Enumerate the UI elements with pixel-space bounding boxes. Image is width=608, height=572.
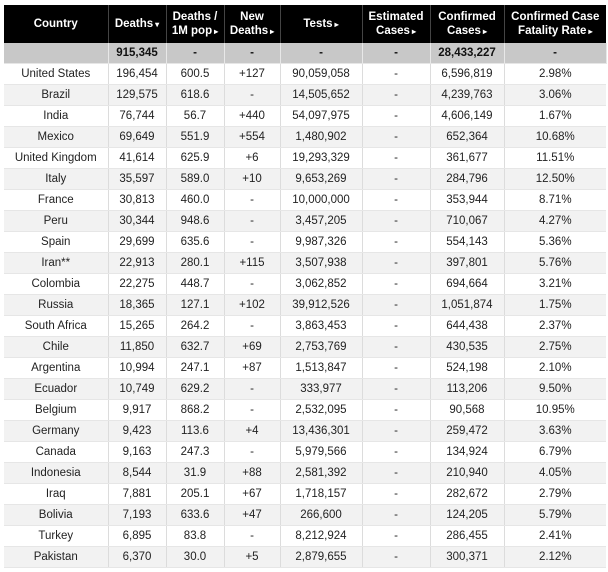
cell-tests: 10,000,000 (280, 190, 362, 211)
cell-deaths-per-1m: 633.6 (166, 505, 224, 526)
column-header-deaths-per-1m[interactable] (166, 5, 224, 43)
cell-tests: 1,718,157 (280, 484, 362, 505)
cell-estimated-cases: - (362, 337, 430, 358)
cell-confirmed-cases: 134,924 (430, 442, 504, 463)
cell-confirmed-cases: 124,205 (430, 505, 504, 526)
table-row (4, 211, 606, 232)
cell-estimated-cases: - (362, 274, 430, 295)
cell-deaths: 196,454 (108, 64, 166, 85)
cell-cfr: 9.50% (504, 379, 606, 400)
cell-country: Canada (4, 442, 108, 463)
cell-confirmed-cases: 282,672 (430, 484, 504, 505)
cell-confirmed-cases: 430,535 (430, 337, 504, 358)
column-header-tests[interactable] (280, 5, 362, 43)
cell-estimated-cases: - (362, 505, 430, 526)
cell-estimated-cases: - (362, 64, 430, 85)
cell-confirmed-cases: 644,438 (430, 316, 504, 337)
cell-cfr: 2.79% (504, 484, 606, 505)
total-cfr: - (504, 43, 606, 64)
cell-deaths-per-1m: 247.1 (166, 358, 224, 379)
cell-country: Germany (4, 421, 108, 442)
cell-new-deaths: - (224, 400, 280, 421)
cell-deaths-per-1m: 868.2 (166, 400, 224, 421)
cell-confirmed-cases: 210,940 (430, 463, 504, 484)
cell-deaths-per-1m: 280.1 (166, 253, 224, 274)
total-deaths: 915,345 (108, 43, 166, 64)
cell-cfr: 1.67% (504, 106, 606, 127)
cell-deaths-per-1m: 460.0 (166, 190, 224, 211)
cell-tests: 8,212,924 (280, 526, 362, 547)
cell-confirmed-cases: 113,206 (430, 379, 504, 400)
table-row (4, 169, 606, 190)
cell-confirmed-cases: 300,371 (430, 547, 504, 568)
cell-new-deaths: - (224, 274, 280, 295)
cell-country: Mexico (4, 127, 108, 148)
cell-cfr: 8.71% (504, 190, 606, 211)
cell-estimated-cases: - (362, 211, 430, 232)
cell-tests: 2,879,655 (280, 547, 362, 568)
cell-new-deaths: +115 (224, 253, 280, 274)
table-row (4, 421, 606, 442)
column-header-country (4, 5, 108, 43)
cell-cfr: 3.21% (504, 274, 606, 295)
cell-deaths-per-1m: 589.0 (166, 169, 224, 190)
column-header-label: Confirmed Case Fatality Rate (511, 10, 600, 37)
table-row (4, 127, 606, 148)
cell-new-deaths: +440 (224, 106, 280, 127)
column-header-estimated-cases[interactable] (362, 5, 430, 43)
cell-deaths: 7,881 (108, 484, 166, 505)
cell-cfr: 1.75% (504, 295, 606, 316)
cell-new-deaths: +4 (224, 421, 280, 442)
table-row (4, 484, 606, 505)
cell-deaths-per-1m: 948.6 (166, 211, 224, 232)
cell-new-deaths: - (224, 211, 280, 232)
cell-cfr: 5.36% (504, 232, 606, 253)
cell-estimated-cases: - (362, 85, 430, 106)
cell-country: India (4, 106, 108, 127)
cell-tests: 1,480,902 (280, 127, 362, 148)
cell-estimated-cases: - (362, 106, 430, 127)
cell-country: Argentina (4, 358, 108, 379)
cell-deaths-per-1m: 635.6 (166, 232, 224, 253)
total-tests: - (280, 43, 362, 64)
cell-deaths: 11,850 (108, 337, 166, 358)
cell-tests: 1,513,847 (280, 358, 362, 379)
cell-tests: 9,653,269 (280, 169, 362, 190)
cell-tests: 3,457,205 (280, 211, 362, 232)
sort-desc-icon[interactable]: ▾ (155, 19, 160, 29)
cell-cfr: 2.98% (504, 64, 606, 85)
table-row (4, 379, 606, 400)
cell-new-deaths: +87 (224, 358, 280, 379)
cell-estimated-cases: - (362, 148, 430, 169)
cell-deaths: 8,544 (108, 463, 166, 484)
cell-confirmed-cases: 710,067 (430, 211, 504, 232)
cell-deaths-per-1m: 625.9 (166, 148, 224, 169)
cell-deaths: 22,913 (108, 253, 166, 274)
cell-new-deaths: +88 (224, 463, 280, 484)
cell-tests: 90,059,058 (280, 64, 362, 85)
table-row (4, 85, 606, 106)
cell-tests: 39,912,526 (280, 295, 362, 316)
cell-new-deaths: +10 (224, 169, 280, 190)
cell-tests: 3,062,852 (280, 274, 362, 295)
cell-deaths-per-1m: 247.3 (166, 442, 224, 463)
sort-icon[interactable]: ▸ (334, 19, 339, 29)
column-header-new-deaths[interactable] (224, 5, 280, 43)
table-row (4, 442, 606, 463)
cell-country: Russia (4, 295, 108, 316)
cell-confirmed-cases: 284,796 (430, 169, 504, 190)
cell-estimated-cases: - (362, 127, 430, 148)
cell-cfr: 10.95% (504, 400, 606, 421)
column-header-confirmed-cases[interactable] (430, 5, 504, 43)
table-row (4, 106, 606, 127)
cell-new-deaths: +554 (224, 127, 280, 148)
cell-deaths: 18,365 (108, 295, 166, 316)
totals-row (4, 43, 606, 64)
cell-confirmed-cases: 259,472 (430, 421, 504, 442)
cell-deaths: 15,265 (108, 316, 166, 337)
cell-deaths-per-1m: 600.5 (166, 64, 224, 85)
cell-new-deaths: +69 (224, 337, 280, 358)
cell-new-deaths: +102 (224, 295, 280, 316)
table-row (4, 358, 606, 379)
cell-tests: 2,753,769 (280, 337, 362, 358)
cell-cfr: 3.63% (504, 421, 606, 442)
cell-deaths-per-1m: 127.1 (166, 295, 224, 316)
cell-cfr: 5.79% (504, 505, 606, 526)
cell-country: Peru (4, 211, 108, 232)
cell-deaths: 9,163 (108, 442, 166, 463)
cell-deaths: 35,597 (108, 169, 166, 190)
cell-country: Bolivia (4, 505, 108, 526)
cell-estimated-cases: - (362, 484, 430, 505)
cell-deaths-per-1m: 551.9 (166, 127, 224, 148)
table-row (4, 253, 606, 274)
cell-new-deaths: +127 (224, 64, 280, 85)
cell-deaths: 22,275 (108, 274, 166, 295)
total-confirmed-cases: 28,433,227 (430, 43, 504, 64)
cell-cfr: 4.27% (504, 211, 606, 232)
cell-tests: 333,977 (280, 379, 362, 400)
cell-deaths: 41,614 (108, 148, 166, 169)
cell-country: South Africa (4, 316, 108, 337)
cell-deaths: 29,699 (108, 232, 166, 253)
cell-new-deaths: +5 (224, 547, 280, 568)
column-header-label: Deaths / 1M pop (171, 10, 218, 37)
column-header-label: New Deaths (229, 10, 269, 37)
table-row (4, 148, 606, 169)
cell-country: Spain (4, 232, 108, 253)
cell-deaths-per-1m: 618.6 (166, 85, 224, 106)
cell-confirmed-cases: 6,596,819 (430, 64, 504, 85)
table-row (4, 316, 606, 337)
cell-country: United States (4, 64, 108, 85)
header-row (4, 5, 606, 43)
cell-estimated-cases: - (362, 400, 430, 421)
cell-confirmed-cases: 652,364 (430, 127, 504, 148)
cell-country: France (4, 190, 108, 211)
sort-icon[interactable]: ▸ (411, 26, 416, 36)
cell-tests: 3,863,453 (280, 316, 362, 337)
cell-deaths-per-1m: 205.1 (166, 484, 224, 505)
cell-deaths: 6,895 (108, 526, 166, 547)
total-country (4, 43, 108, 64)
cell-deaths-per-1m: 31.9 (166, 463, 224, 484)
total-deaths-per-1m: - (166, 43, 224, 64)
cell-cfr: 2.37% (504, 316, 606, 337)
cell-country: Indonesia (4, 463, 108, 484)
cell-country: Belgium (4, 400, 108, 421)
cell-deaths-per-1m: 448.7 (166, 274, 224, 295)
column-header-cfr[interactable] (504, 5, 606, 43)
cell-estimated-cases: - (362, 421, 430, 442)
table-row (4, 64, 606, 85)
table-row (4, 463, 606, 484)
cell-deaths-per-1m: 629.2 (166, 379, 224, 400)
cell-estimated-cases: - (362, 358, 430, 379)
cell-deaths: 9,423 (108, 421, 166, 442)
sort-icon[interactable]: ▸ (270, 26, 275, 36)
cell-deaths: 129,575 (108, 85, 166, 106)
cell-estimated-cases: - (362, 232, 430, 253)
cell-deaths-per-1m: 83.8 (166, 526, 224, 547)
cell-tests: 19,293,329 (280, 148, 362, 169)
cell-new-deaths: - (224, 379, 280, 400)
cell-country: Ecuador (4, 379, 108, 400)
cell-estimated-cases: - (362, 316, 430, 337)
cell-cfr: 6.79% (504, 442, 606, 463)
cell-estimated-cases: - (362, 526, 430, 547)
cell-tests: 9,987,326 (280, 232, 362, 253)
sort-icon[interactable]: ▸ (482, 26, 487, 36)
covid-deaths-table (4, 5, 607, 568)
cell-cfr: 2.12% (504, 547, 606, 568)
column-header-label: Confirmed Cases (438, 10, 496, 37)
cell-confirmed-cases: 4,606,149 (430, 106, 504, 127)
cell-deaths-per-1m: 632.7 (166, 337, 224, 358)
cell-tests: 2,532,095 (280, 400, 362, 421)
cell-deaths-per-1m: 264.2 (166, 316, 224, 337)
cell-country: Colombia (4, 274, 108, 295)
cell-new-deaths: - (224, 442, 280, 463)
cell-confirmed-cases: 397,801 (430, 253, 504, 274)
cell-tests: 54,097,975 (280, 106, 362, 127)
cell-cfr: 4.05% (504, 463, 606, 484)
cell-deaths: 10,749 (108, 379, 166, 400)
cell-estimated-cases: - (362, 295, 430, 316)
cell-deaths: 69,649 (108, 127, 166, 148)
cell-deaths-per-1m: 113.6 (166, 421, 224, 442)
cell-new-deaths: +6 (224, 148, 280, 169)
cell-new-deaths: - (224, 526, 280, 547)
cell-deaths: 10,994 (108, 358, 166, 379)
cell-country: Pakistan (4, 547, 108, 568)
table-row (4, 547, 606, 568)
cell-new-deaths: - (224, 232, 280, 253)
sort-icon[interactable]: ▸ (588, 26, 593, 36)
cell-new-deaths: +47 (224, 505, 280, 526)
table-row (4, 232, 606, 253)
cell-confirmed-cases: 524,198 (430, 358, 504, 379)
cell-deaths-per-1m: 30.0 (166, 547, 224, 568)
cell-deaths: 30,344 (108, 211, 166, 232)
cell-new-deaths: - (224, 190, 280, 211)
cell-estimated-cases: - (362, 379, 430, 400)
cell-estimated-cases: - (362, 463, 430, 484)
cell-cfr: 2.75% (504, 337, 606, 358)
total-new-deaths: - (224, 43, 280, 64)
table-row (4, 337, 606, 358)
cell-tests: 13,436,301 (280, 421, 362, 442)
table-row (4, 274, 606, 295)
cell-confirmed-cases: 90,568 (430, 400, 504, 421)
table-row (4, 505, 606, 526)
cell-estimated-cases: - (362, 547, 430, 568)
column-header-deaths[interactable] (108, 5, 166, 43)
cell-confirmed-cases: 1,051,874 (430, 295, 504, 316)
cell-estimated-cases: - (362, 169, 430, 190)
cell-confirmed-cases: 286,455 (430, 526, 504, 547)
cell-confirmed-cases: 353,944 (430, 190, 504, 211)
cell-tests: 14,505,652 (280, 85, 362, 106)
cell-tests: 5,979,566 (280, 442, 362, 463)
cell-cfr: 2.41% (504, 526, 606, 547)
cell-country: Brazil (4, 85, 108, 106)
cell-estimated-cases: - (362, 190, 430, 211)
total-estimated-cases: - (362, 43, 430, 64)
cell-deaths: 76,744 (108, 106, 166, 127)
cell-confirmed-cases: 554,143 (430, 232, 504, 253)
column-header-label: Estimated Cases (368, 10, 424, 37)
cell-country: Chile (4, 337, 108, 358)
cell-new-deaths: +67 (224, 484, 280, 505)
cell-deaths: 30,813 (108, 190, 166, 211)
table-row (4, 400, 606, 421)
cell-country: Italy (4, 169, 108, 190)
cell-cfr: 5.76% (504, 253, 606, 274)
cell-estimated-cases: - (362, 253, 430, 274)
table-row (4, 526, 606, 547)
cell-tests: 266,600 (280, 505, 362, 526)
cell-estimated-cases: - (362, 442, 430, 463)
cell-confirmed-cases: 694,664 (430, 274, 504, 295)
cell-confirmed-cases: 361,677 (430, 148, 504, 169)
cell-cfr: 12.50% (504, 169, 606, 190)
cell-confirmed-cases: 4,239,763 (430, 85, 504, 106)
cell-new-deaths: - (224, 316, 280, 337)
cell-tests: 3,507,938 (280, 253, 362, 274)
sort-icon[interactable]: ▸ (214, 26, 219, 36)
cell-deaths: 7,193 (108, 505, 166, 526)
cell-cfr: 10.68% (504, 127, 606, 148)
cell-cfr: 3.06% (504, 85, 606, 106)
column-header-label: Tests (303, 17, 333, 30)
cell-deaths-per-1m: 56.7 (166, 106, 224, 127)
cell-cfr: 2.10% (504, 358, 606, 379)
cell-cfr: 11.51% (504, 148, 606, 169)
column-header-label: Deaths (114, 17, 154, 30)
cell-country: Iraq (4, 484, 108, 505)
cell-deaths: 9,917 (108, 400, 166, 421)
cell-country: Iran** (4, 253, 108, 274)
cell-country: United Kingdom (4, 148, 108, 169)
column-header-label: Country (33, 18, 78, 30)
cell-new-deaths: - (224, 85, 280, 106)
cell-deaths: 6,370 (108, 547, 166, 568)
table-row (4, 190, 606, 211)
table-row (4, 295, 606, 316)
cell-tests: 2,581,392 (280, 463, 362, 484)
cell-country: Turkey (4, 526, 108, 547)
